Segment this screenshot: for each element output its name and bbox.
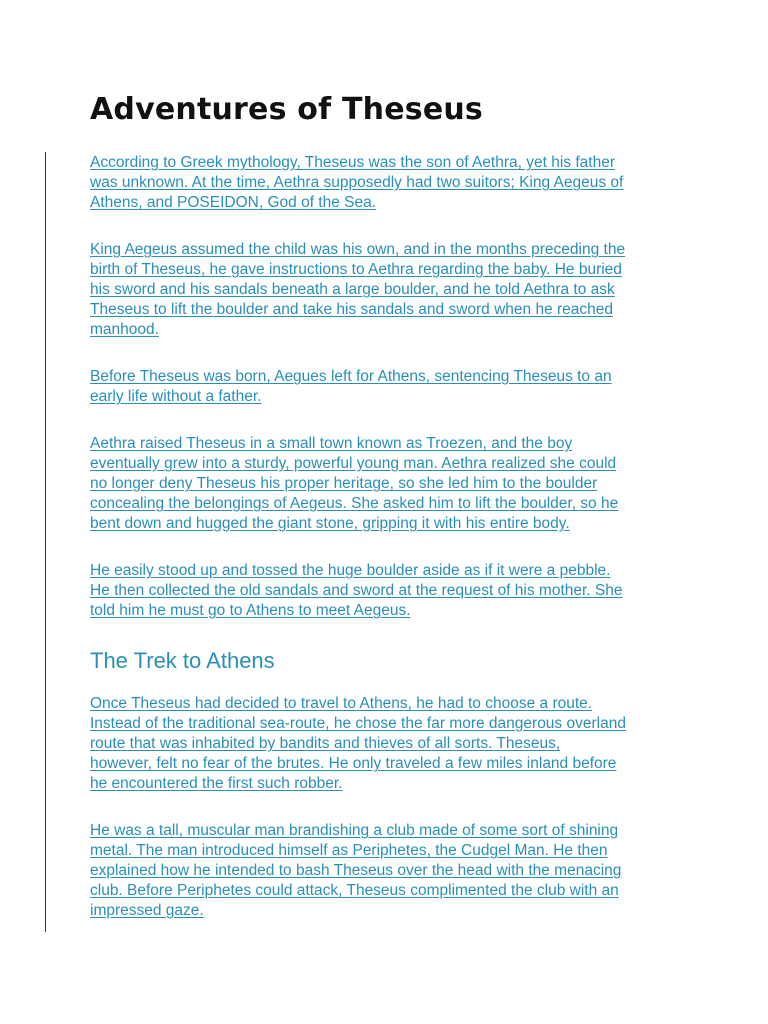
paragraph-link[interactable]: He easily stood up and tossed the huge boulder aside as if it were a pebble. He then collected the old sandals and sword at the request of his mother. She told him he must go to Athens to meet Aegeus. <box>90 562 623 619</box>
paragraph-link[interactable]: King Aegeus assumed the child was his own, and in the months preceding the birth of Theseus, he gave instructions to Aethra regarding the baby. He buried his sword and his sandals beneath a large boulder, and he told Aethra to ask Theseus to lift the boulder and take his sandals and sword when he reached manhood. <box>90 241 626 338</box>
paragraph-link[interactable]: Before Theseus was born, Aegues left for Athens, sentencing Theseus to an early life without a father. <box>90 368 612 405</box>
document-body <box>90 153 690 921</box>
paragraph-link[interactable]: According to Greek mythology, Theseus was the son of Aethra, yet his father was unknown. At the time, Aethra supposedly had two suitors; King Aegeus of Athens, and POSEIDON, God of the Sea. <box>90 154 624 211</box>
section-heading: The Trek to Athens <box>90 648 275 673</box>
paragraph-link[interactable]: Aethra raised Theseus in a small town known as Troezen, and the boy eventually grew into a sturdy, powerful young man. Aethra realized she could no longer deny Theseus his proper heritage, so she led him to the boulder concealing the belongings of Aegeus. She asked him to lift the boulder, so he bent down and hugged the giant stone, gripping it with his entire body. <box>90 435 619 532</box>
margin-rule <box>45 152 46 932</box>
paragraph-link[interactable]: He was a tall, muscular man brandishing a club made of some sort of shining metal. The man introduced himself as Periphetes, the Cudgel Man. He then explained how he intended to bash Theseus over the head with the menacing club. Before Periphetes could attack, Theseus complimented the club with an impressed gaze. <box>90 822 622 919</box>
document-title: Adventures of Theseus <box>90 92 483 127</box>
paragraph-link[interactable]: Once Theseus had decided to travel to Athens, he had to choose a route. Instead of the traditional sea-route, he chose the far more dangerous overland route that was inhabited by bandits and thieves of all sorts. Theseus, however, felt no fear of the brutes. He only traveled a few miles inland before he encountered the first such robber. <box>90 695 626 792</box>
